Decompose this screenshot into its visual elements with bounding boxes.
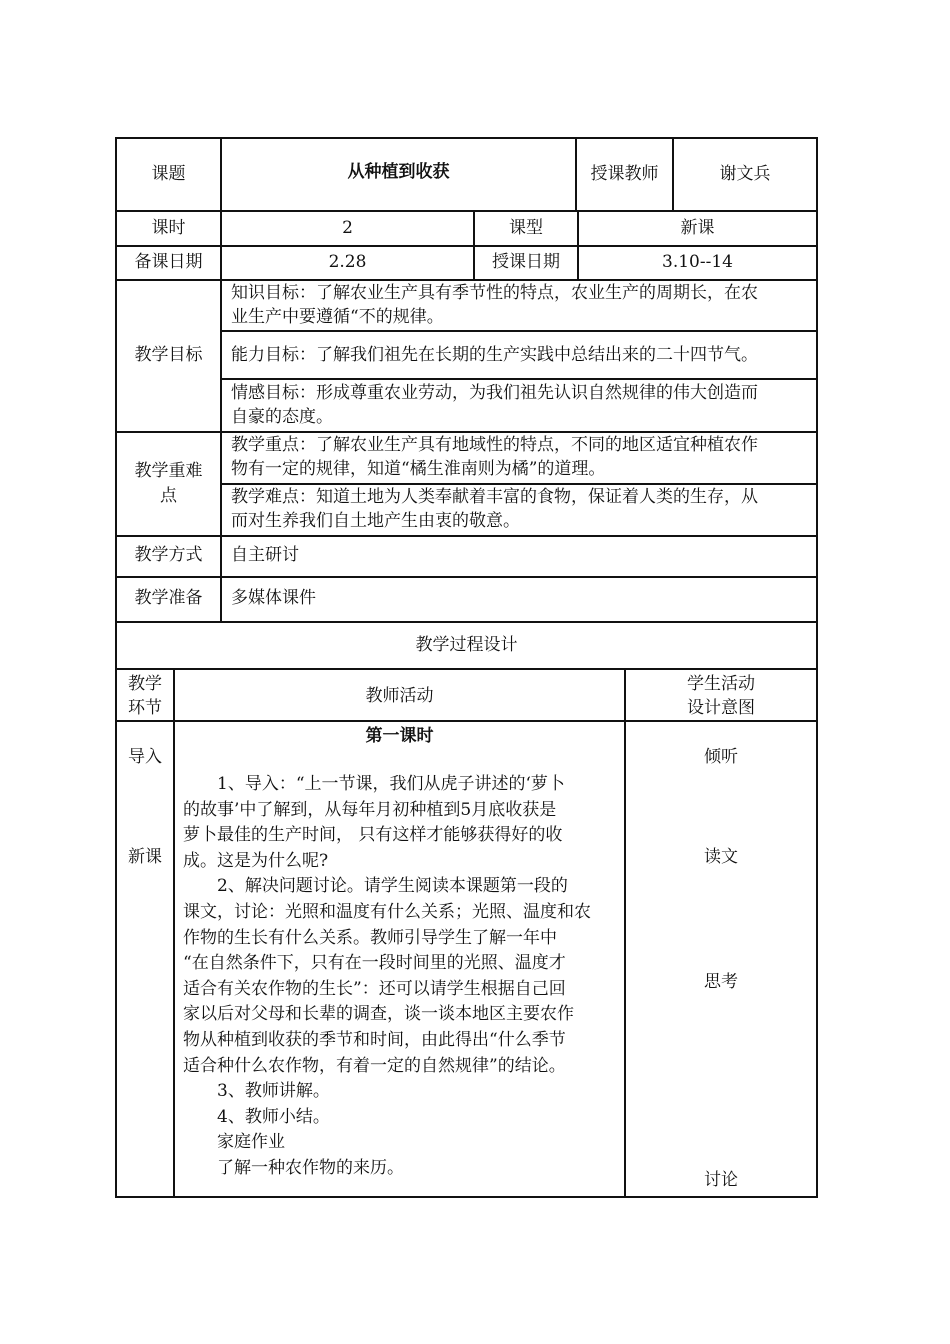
ability-goal-line: 能力目标：了解我们祖先在长期的生产实践中总结出来的二十四节气。 bbox=[231, 345, 758, 365]
focus-line: 物有一定的规律，知道“橘生淮南则为橘”的道理。 bbox=[231, 459, 606, 479]
teacher-column-header: 教师活动 bbox=[365, 686, 434, 706]
teacher-activity-line: 1、导入：“上一节课，我们从虎子讲述的‘萝卜 bbox=[183, 774, 565, 794]
method-label: 教学方式 bbox=[134, 545, 203, 565]
stage-column-header: 教学 bbox=[128, 674, 162, 694]
teacher-activity-line: 了解一种农作物的来历。 bbox=[183, 1158, 404, 1178]
teacher-activity-line: 成。这是为什么呢? bbox=[183, 850, 329, 871]
focus-line: 教学重点：了解农业生产具有地域性的特点，不同的地区适宜种植农作 bbox=[231, 435, 758, 455]
stage-column-header: 环节 bbox=[128, 698, 162, 718]
activity-listen: 倾听 bbox=[704, 747, 738, 767]
period-value: 2 bbox=[342, 218, 353, 238]
teacher-activity-line: 2、解决问题讨论。请学生阅读本课题第一段的 bbox=[183, 876, 568, 897]
knowledge-goal-line: 业生产中要遵循“不的规律。 bbox=[231, 307, 444, 327]
activity-read: 读文 bbox=[704, 847, 738, 867]
teacher-activity-line: 作物的生长有什么关系。教师引导学生了解一年中 bbox=[183, 927, 557, 948]
prep-date-value: 2.28 bbox=[328, 252, 367, 272]
prep-value: 多媒体课件 bbox=[231, 588, 316, 608]
teacher-activity-line: 适合有关农作物的生长”：还可以请学生根据自己回 bbox=[183, 978, 566, 999]
teach-date-label: 授课日期 bbox=[492, 252, 560, 272]
student-column-header: 设计意图 bbox=[687, 698, 755, 718]
lesson-title: 第一课时 bbox=[365, 726, 434, 746]
teach-date-value: 3.10--14 bbox=[662, 252, 733, 272]
knowledge-goal-line: 知识目标：了解农业生产具有季节性的特点，农业生产的周期长，在农 bbox=[231, 283, 758, 303]
stage-new: 新课 bbox=[128, 847, 162, 867]
teacher-activity-line: 课文，讨论：光照和温度有什么关系；光照、温度和农 bbox=[183, 902, 591, 922]
prep-date-label: 备课日期 bbox=[134, 252, 203, 272]
emotion-goal-line: 情感目标：形成尊重农业劳动，为我们祖先认识自然规律的伟大创造而 bbox=[231, 383, 758, 403]
activity-think: 思考 bbox=[704, 972, 738, 992]
prep-label: 教学准备 bbox=[134, 588, 203, 608]
teacher-activity-line: 适合种什么农作物，有着一定的自然规律”的结论。 bbox=[183, 1055, 566, 1076]
teacher-value: 谢文兵 bbox=[719, 164, 771, 184]
teacher-activity-line: 3、教师讲解。 bbox=[183, 1081, 330, 1102]
method-value: 自主研讨 bbox=[231, 545, 299, 565]
teacher-activity-line: 物从种植到收获的季节和时间，由此得出“什么季节 bbox=[183, 1030, 566, 1050]
keypoints-label: 教学重难 bbox=[134, 461, 203, 481]
goals-label: 教学目标 bbox=[134, 345, 203, 365]
topic-value: 从种植到收获 bbox=[347, 162, 450, 182]
stage-intro: 导入 bbox=[128, 747, 162, 767]
teacher-activity-line: 4、教师小结。 bbox=[183, 1106, 330, 1127]
row-divider bbox=[221, 378, 818, 380]
keypoints-label: 点 bbox=[160, 486, 177, 506]
difficulty-line: 教学难点：知道土地为人类奉献着丰富的食物，保证着人类的生存，从 bbox=[231, 487, 758, 507]
difficulty-line: 而对生养我们自土地产生由衷的敬意。 bbox=[231, 511, 520, 531]
teacher-activity-line: 萝卜最佳的生产时间， 只有这样才能够获得好的收 bbox=[183, 825, 563, 846]
emotion-goal-line: 自豪的态度。 bbox=[231, 407, 333, 427]
teacher-label: 授课教师 bbox=[590, 164, 659, 184]
teacher-activity-line: 的故事’中了解到，从每年月初种植到5月底收获是 bbox=[183, 799, 557, 820]
row-divider bbox=[221, 330, 818, 332]
student-column-header: 学生活动 bbox=[687, 674, 755, 694]
process-title: 教学过程设计 bbox=[415, 635, 518, 655]
column-divider bbox=[220, 137, 222, 623]
row-divider bbox=[115, 668, 818, 670]
period-label: 课时 bbox=[151, 218, 186, 238]
type-value: 新课 bbox=[680, 218, 715, 238]
teacher-activity-line: 家以后对父母和长辈的调查，谈一谈本地区主要农作 bbox=[183, 1004, 574, 1025]
type-label: 课型 bbox=[509, 218, 543, 238]
topic-label: 课题 bbox=[151, 164, 186, 184]
activity-discuss: 讨论 bbox=[704, 1170, 738, 1190]
teacher-activity-line: “在自然条件下，只有在一段时间里的光照、温度才 bbox=[183, 953, 566, 974]
teacher-activity-line: 家庭作业 bbox=[183, 1132, 285, 1153]
